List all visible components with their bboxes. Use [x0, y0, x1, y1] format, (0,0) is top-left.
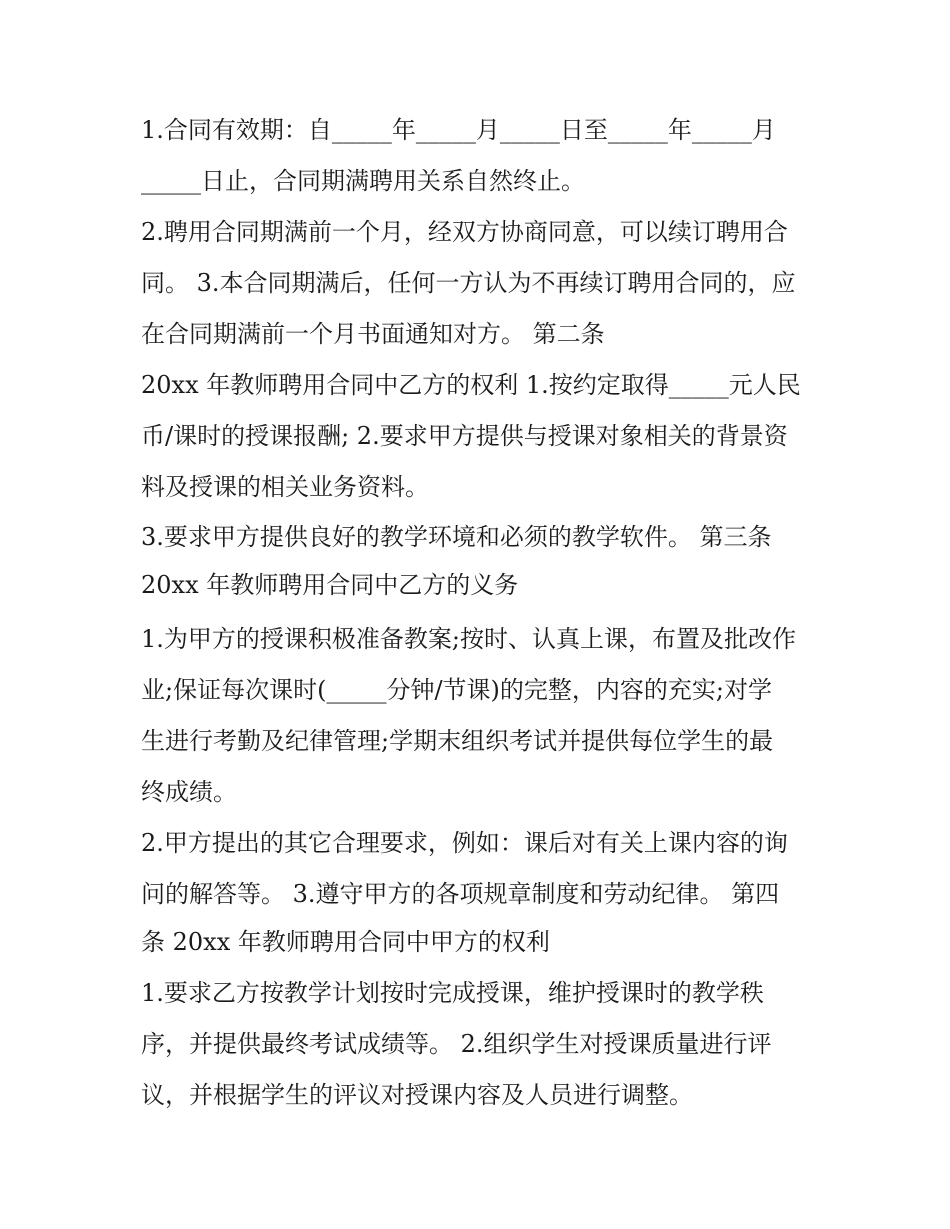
text-line-9: 3.要求甲方提供良好的教学环境和必须的教学软件。 第三条: [141, 523, 772, 551]
text-line-10: 20xx 年教师聘用合同中乙方的义务: [141, 571, 519, 599]
text-line-7: 币/课时的授课报酬; 2.要求甲方提供与授课对象相关的背景资: [141, 422, 788, 450]
text-line-3: 2.聘用合同期满前一个月，经双方协商同意，可以续订聘用合: [141, 218, 788, 246]
text-line-11: 1.为甲方的授课积极准备教案;按时、认真上课，布置及批改作: [141, 625, 796, 653]
text-line-17: 条 20xx 年教师聘用合同中甲方的权利: [141, 928, 550, 956]
text-line-2: _____日止，合同期满聘用关系自然终止。: [141, 167, 585, 195]
text-line-12: 业;保证每次课时(_____分钟/节课)的完整，内容的充实;对学: [141, 676, 772, 704]
text-line-18: 1.要求乙方按教学计划按时完成授课，维护授课时的教学秩: [141, 979, 764, 1007]
text-line-14: 终成绩。: [141, 778, 237, 806]
text-line-20: 议，并根据学生的评议对授课内容及人员进行调整。: [141, 1081, 693, 1109]
text-line-15: 2.甲方提出的其它合理要求，例如：课后对有关上课内容的询: [141, 829, 788, 857]
text-line-1: 1.合同有效期：自_____年_____月_____日至_____年_____月: [141, 116, 776, 144]
text-line-6: 20xx 年教师聘用合同中乙方的权利 1.按约定取得_____元人民: [141, 371, 801, 399]
text-line-19: 序，并提供最终考试成绩等。 2.组织学生对授课质量进行评: [141, 1030, 772, 1058]
text-line-8: 料及授课的相关业务资料。: [141, 473, 429, 501]
text-line-5: 在合同期满前一个月书面通知对方。 第二条: [141, 320, 605, 348]
text-line-4: 同。 3.本合同期满后，任何一方认为不再续订聘用合同的，应: [141, 269, 796, 297]
text-line-13: 生进行考勤及纪律管理;学期末组织考试并提供每位学生的最: [141, 727, 774, 755]
text-line-16: 问的解答等。 3.遵守甲方的各项规章制度和劳动纪律。 第四: [141, 880, 780, 908]
